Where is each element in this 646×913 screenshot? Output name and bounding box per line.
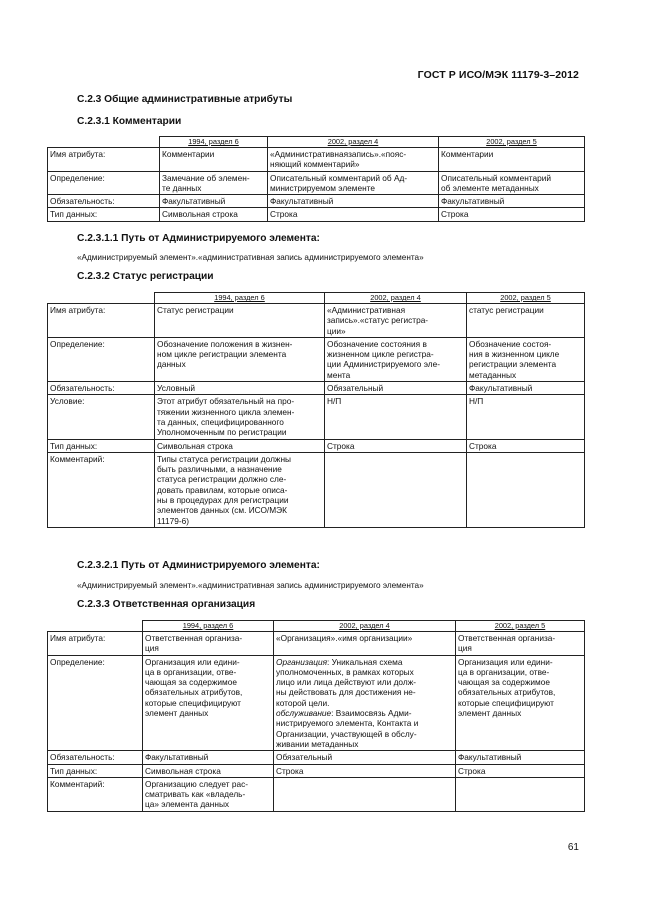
table-row bbox=[48, 655, 585, 751]
value-cell: Символьная строка bbox=[143, 764, 274, 777]
value-cell: Комментарии bbox=[160, 148, 268, 172]
value-cell: Ответственная организа- ция bbox=[456, 632, 585, 656]
column-header: 2002, раздел 4 bbox=[274, 621, 456, 632]
section-heading: C.2.3 Общие административные атрибуты bbox=[77, 94, 293, 105]
column-header: 2002, раздел 5 bbox=[439, 137, 585, 148]
value-cell bbox=[467, 452, 585, 527]
attribute-label-cell: Тип данных: bbox=[48, 208, 160, 221]
term-italic: обслуживание bbox=[276, 708, 332, 719]
attribute-label-cell: Обязательность: bbox=[48, 751, 143, 764]
corner-cell bbox=[48, 293, 155, 304]
value-cell: Условный bbox=[155, 382, 325, 395]
table-row bbox=[48, 304, 585, 338]
page-number: 61 bbox=[567, 842, 579, 853]
table-row bbox=[48, 382, 585, 395]
value-cell: Организацию следует рас- сматривать как «владель- ца» элемента данных bbox=[143, 777, 274, 811]
value-cell: Строка bbox=[268, 208, 439, 221]
value-cell: Организация или едини- ца в организации, отве- чающая за содержимое обязательных атрибутов, которые специфицируют элемент данных bbox=[143, 655, 274, 751]
table-row bbox=[48, 452, 585, 527]
value-cell: Комментарии bbox=[439, 148, 585, 172]
table-row bbox=[48, 208, 585, 221]
attribute-label-cell: Определение: bbox=[48, 655, 143, 751]
value-cell: Этот атрибут обязательный на про- тяжении жизненного цикла элемен- та данных, специфицированного Уполномоченным по регистрации bbox=[155, 395, 325, 439]
attribute-label-cell: Определение: bbox=[48, 171, 160, 195]
value-cell: «Административнаязапись».«пояс- няющий комментарий» bbox=[268, 148, 439, 172]
attribute-label-cell: Имя атрибута: bbox=[48, 148, 160, 172]
standard-header: ГОСТ Р ИСО/МЭК 11179-3–2012 bbox=[417, 69, 579, 81]
column-header: 1994, раздел 6 bbox=[143, 621, 274, 632]
value-cell: Факультативный bbox=[467, 382, 585, 395]
value-cell: Замечание об элемен- те данных bbox=[160, 171, 268, 195]
value-cell: Типы статуса регистрации должны быть различными, а назначение статуса регистрации должно сле- довать правилам, которые описа- ны в процедурах для регистрации элементов данных (см. ИСО/МЭК 11179-6) bbox=[155, 452, 325, 527]
table-row bbox=[48, 777, 585, 811]
value-cell: Факультативный bbox=[456, 751, 585, 764]
table-row bbox=[48, 148, 585, 172]
value-cell bbox=[325, 452, 467, 527]
value-cell: Описательный комментарий об элементе метаданных bbox=[439, 171, 585, 195]
value-cell: Строка bbox=[274, 764, 456, 777]
column-header: 1994, раздел 6 bbox=[155, 293, 325, 304]
value-cell: Организация или едини- ца в организации, отве- чающая за содержимое обязательных атрибутов, которые специфицируют элемент данных bbox=[456, 655, 585, 751]
value-cell: Факультативный bbox=[268, 195, 439, 208]
table-row bbox=[48, 171, 585, 195]
value-cell: Н/П bbox=[325, 395, 467, 439]
attribute-label-cell: Имя атрибута: bbox=[48, 632, 143, 656]
table-row bbox=[48, 751, 585, 764]
path-text: «Администрируемый элемент».«административная запись администрируемого элемента» bbox=[77, 253, 424, 262]
column-header: 2002, раздел 5 bbox=[456, 621, 585, 632]
table-row bbox=[48, 195, 585, 208]
value-cell: Обязательный bbox=[325, 382, 467, 395]
corner-cell bbox=[48, 621, 143, 632]
value-cell: Строка bbox=[467, 439, 585, 452]
subsection-heading: C.2.3.2 Статус регистрации bbox=[77, 271, 214, 282]
attribute-label-cell: Комментарий: bbox=[48, 777, 143, 811]
table-row bbox=[48, 764, 585, 777]
value-cell: Строка bbox=[439, 208, 585, 221]
column-header: 2002, раздел 4 bbox=[268, 137, 439, 148]
value-cell: Статус регистрации bbox=[155, 304, 325, 338]
attribute-label-cell: Обязательность: bbox=[48, 382, 155, 395]
value-cell: Ответственная организа- ция bbox=[143, 632, 274, 656]
value-cell: Строка bbox=[325, 439, 467, 452]
value-cell bbox=[274, 777, 456, 811]
value-cell: Обозначение состоя- ния в жизненном цикле регистрации элемента метаданных bbox=[467, 337, 585, 381]
column-header: 1994, раздел 6 bbox=[160, 137, 268, 148]
attribute-label-cell: Определение: bbox=[48, 337, 155, 381]
value-cell: Символьная строка bbox=[155, 439, 325, 452]
value-cell: Факультативный bbox=[143, 751, 274, 764]
registration-status-table bbox=[47, 292, 585, 528]
subsection-heading: C.2.3.1 Комментарии bbox=[77, 116, 182, 127]
comments-attribute-table bbox=[47, 136, 585, 222]
value-cell bbox=[456, 777, 585, 811]
value-cell: Символьная строка bbox=[160, 208, 268, 221]
value-cell: статус регистрации bbox=[467, 304, 585, 338]
attribute-label-cell: Условие: bbox=[48, 395, 155, 439]
column-header: 2002, раздел 5 bbox=[467, 293, 585, 304]
table-row bbox=[48, 395, 585, 439]
value-cell: Н/П bbox=[467, 395, 585, 439]
table-row bbox=[48, 632, 585, 656]
path-heading: C.2.3.2.1 Путь от Администрируемого элемента: bbox=[77, 560, 320, 571]
value-cell: Обозначение положения в жизнен- ном цикле регистрации элемента данных bbox=[155, 337, 325, 381]
table-row bbox=[48, 439, 585, 452]
value-cell: Факультативный bbox=[439, 195, 585, 208]
attribute-label-cell: Имя атрибута: bbox=[48, 304, 155, 338]
value-cell: «Организация».«имя организации» bbox=[274, 632, 456, 656]
value-cell: Описательный комментарий об Ад- министрируемом элементе bbox=[268, 171, 439, 195]
subsection-heading: C.2.3.3 Ответственная организация bbox=[77, 599, 256, 610]
attribute-label-cell: Комментарий: bbox=[48, 452, 155, 527]
path-text: «Администрируемый элемент».«административная запись администрируемого элемента» bbox=[77, 581, 424, 590]
path-heading: C.2.3.1.1 Путь от Администрируемого элемента: bbox=[77, 233, 320, 244]
attribute-label-cell: Обязательность: bbox=[48, 195, 160, 208]
responsible-organization-table bbox=[47, 620, 585, 812]
column-header: 2002, раздел 4 bbox=[325, 293, 467, 304]
value-cell: Обозначение состояния в жизненном цикле регистра- ции Администрируемого эле- мента bbox=[325, 337, 467, 381]
value-cell: Обязательный bbox=[274, 751, 456, 764]
value-cell: Факультативный bbox=[160, 195, 268, 208]
value-cell: «Административная запись».«статус регистра- ции» bbox=[325, 304, 467, 338]
term-italic: Организация bbox=[276, 656, 328, 667]
definition-rich-cell: Организация: Уникальная схема уполномоченных, в рамках которых лицо или лица действуют или долж- ны действовать для достижения не- которой цели. обслуживание: Взаимосвязь Адми- нистрируемого элемента, Контакта и Организации, участвующей в обслу- живании метаданных bbox=[274, 655, 456, 751]
attribute-label-cell: Тип данных: bbox=[48, 439, 155, 452]
attribute-label-cell: Тип данных: bbox=[48, 764, 143, 777]
table-row bbox=[48, 337, 585, 381]
corner-cell bbox=[48, 137, 160, 148]
value-cell: Строка bbox=[456, 764, 585, 777]
